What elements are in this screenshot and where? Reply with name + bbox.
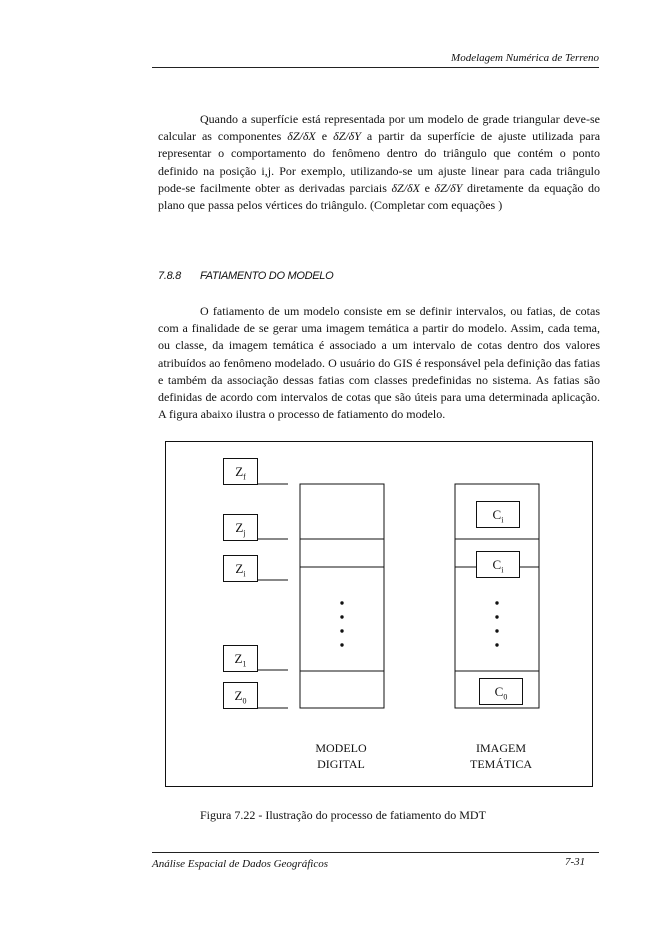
math-dzdx: δZ/δX — [287, 129, 316, 144]
section-title: FATIAMENTO DO MODELO — [200, 270, 334, 282]
model-digital-label: MODELO DIGITAL — [315, 741, 367, 771]
ellipsis-dot — [495, 601, 498, 604]
figure-lines — [166, 442, 592, 786]
footer-title: Análise Espacial de Dados Geográficos — [152, 858, 328, 870]
page-number: 7-31 — [565, 856, 586, 868]
p2-text: O fatiamento de um modelo consiste em se definir intervalos, ou fatias, de cotas com a finalidade de se gerar uma imagem temática a partir do modelo. Assim, cada tema, ou classe, da imagem temática é associado a um intervalo de cotas dentro dos valores atribuídos ao fenômeno modelado. O usuário do GIS é responsável pela definição das fatias e também da associação dessas fatias com classes predefinidas no sistema. As fatias são definidas de acordo com intervalos de cotas que são úteis para uma determinada aplicação. A figura abaixo ilustra o processo de fatiamento do modelo. — [158, 304, 600, 422]
p1-text-5: diretamente da equação do plano que passa pelos vértices do triângulo. (Completar com equações ) — [158, 180, 600, 213]
section-number: 7.8.8 — [158, 270, 181, 282]
ellipsis-dot — [340, 643, 343, 646]
ellipsis-dot — [340, 629, 343, 632]
p1-text-1: Quando a superfície está representada por um modelo de grade triangular deve-se calcular as componentes — [158, 112, 600, 144]
ellipsis-dot — [340, 615, 343, 618]
math-dzdy: δZ/δY — [333, 129, 361, 144]
model-column — [300, 484, 384, 708]
running-header: Modelagem Numérica de Terreno — [451, 52, 599, 64]
math-dzdy-2: δZ/δY — [434, 180, 463, 195]
math-dzdx-2: δZ/δX — [391, 180, 420, 195]
z-label-0: $Z_0$ — [223, 682, 258, 709]
p1-text-4: e — [419, 180, 435, 195]
figure-caption: Figura 7.22 - Ilustração do processo de fatiamento do MDT — [200, 808, 486, 822]
z-label-j: $Z_j$ — [223, 514, 258, 541]
c-label-i: $C_i$ — [476, 551, 520, 578]
ellipsis-dot — [340, 601, 343, 604]
z-label-i: $Z_i$ — [223, 555, 258, 582]
footer-rule — [152, 852, 599, 853]
figure-slicing-diagram — [165, 441, 593, 787]
p1-text-3: a partir da superfície de ajuste utilizada para representar o comportamento do fenômeno dentro do triângulo que contém o ponto definido na posição i,j. Por exemplo, utilizando-se um ajuste linear para cada triângulo pode-se facilmente obter as derivadas parciais — [158, 129, 601, 195]
ellipsis-dot — [495, 615, 498, 618]
paragraph-triangular-grid — [158, 111, 600, 214]
ellipsis-dot — [495, 643, 498, 646]
c-label-0: $C_0$ — [479, 678, 523, 705]
header-rule — [152, 67, 599, 68]
section-heading — [158, 270, 333, 282]
p1-text-2: e — [315, 129, 334, 144]
z-label-1: $Z_1$ — [223, 645, 258, 672]
paragraph-slicing — [158, 303, 600, 423]
ellipsis-dot — [495, 629, 498, 632]
c-label-i-top: $C_i$ — [476, 501, 520, 528]
z-label-f: $Z_f$ — [223, 458, 258, 485]
thematic-image-label: IMAGEM TEMÁTICA — [470, 741, 532, 771]
